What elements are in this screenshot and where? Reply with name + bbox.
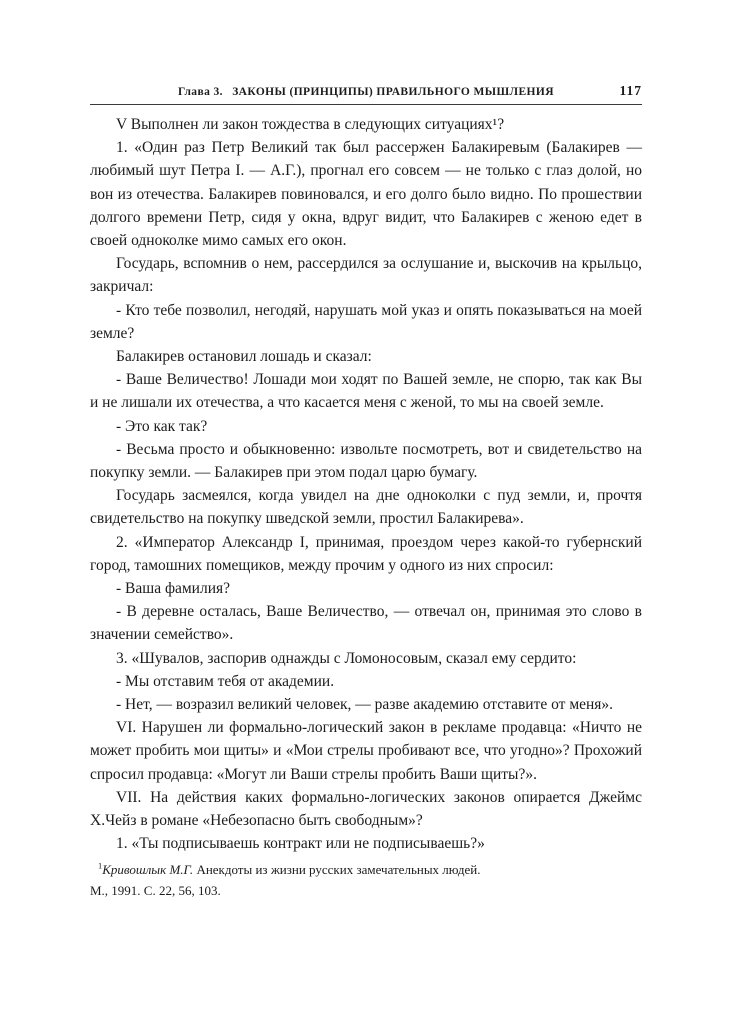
- paragraph: - Мы отставим тебя от академии.: [116, 672, 335, 690]
- paragraph: - Ваша фамилия?: [116, 580, 231, 598]
- paragraph: - Кто тебе позволил, негодяй, нарушать мой указ и опять показываться на моей земле?: [90, 301, 642, 342]
- running-title: ЗАКОНЫ (ПРИНЦИПЫ) ПРАВИЛЬНОГО МЫШЛЕНИЯ: [232, 86, 554, 98]
- footnote-title: Анекдоты из жизни русских замечательных людей.: [196, 861, 481, 877]
- footnote-imprint: М., 1991. С. 22, 56, 103.: [90, 882, 221, 898]
- page-number: 117: [619, 83, 642, 98]
- footnote-marker: 1: [98, 860, 103, 871]
- paragraph-question-v: V Выполнен ли закон тождества в следующих ситуациях¹?: [116, 116, 505, 133]
- page-body: [90, 113, 642, 856]
- paragraph: 1. «Ты подписываешь контракт или не подписываешь?»: [116, 835, 485, 853]
- footnote-source: [90, 859, 642, 880]
- paragraph: 2. «Император Александр I, принимая, проездом через какой-то губернский город, тамошних помещиков, между прочим у одного из них спросил:: [90, 533, 642, 574]
- paragraph: Государь, вспомнив о нем, рассердился за ослушание и, выскочив на крыльцо, закричал:: [90, 255, 642, 296]
- chapter-label: Глава 3.: [178, 86, 223, 98]
- paragraph: Балакирев остановил лошадь и сказал:: [116, 348, 372, 366]
- footnote: [90, 859, 642, 901]
- paragraph: Государь засмеялся, когда увидел на дне одноколки с пуд земли, и, прочтя свидетельство на покупку шведской земли, простил Балакирева».: [90, 487, 642, 528]
- paragraph-question-vi: VI. Нарушен ли формально-логический закон в рекламе продавца: «Ничто не может пробить мои щиты» и «Мои стрелы пробивают все, что угодно»? Прохожий спросил продавца: «Могут ли Ваши стрелы пробить Ваши щиты?».: [90, 719, 642, 783]
- paragraph: - Ваше Величество! Лошади мои ходят по Вашей земле, не спорю, так как Вы и не лишали их отечества, а что касается меня с женой, то мы на своей земле.: [90, 371, 642, 412]
- paragraph: 1. «Один раз Петр Великий так был рассержен Балакиревым (Балакирев — любимый шут Петра I. — А.Г.), прогнал его совсем — не только с глаз долой, но вон из отечества. Балакирев повиновался, и его долго было видно. По прошествии долгого времени Петр, сидя у окна, вдруг видит, что Балакирев с женою едет в своей одноколке мимо самых его окон.: [90, 139, 642, 250]
- paragraph: - Нет, — возразил великий человек, — разве академию отставите от меня».: [116, 696, 614, 714]
- paragraph: - Это как так?: [116, 417, 208, 435]
- footnote-author: Кривошлык М.Г.: [102, 861, 194, 877]
- paragraph: - Весьма просто и обыкновенно: извольте посмотреть, вот и свидетельство на покупку земли. — Балакирев при этом подал царю бумагу.: [90, 440, 642, 482]
- paragraph: 3. «Шувалов, заспорив однажды с Ломоносовым, сказал ему сердито:: [116, 649, 577, 667]
- paragraph: - В деревне осталась, Ваше Величество, — отвечал он, принимая это слово в значении семейство».: [90, 603, 642, 644]
- page-header: [90, 83, 642, 105]
- paragraph-question-vii: VII. На действия каких формально-логических законов опирается Джеймс Х.Чейз в романе «Небезопасно быть свободным»?: [90, 788, 642, 830]
